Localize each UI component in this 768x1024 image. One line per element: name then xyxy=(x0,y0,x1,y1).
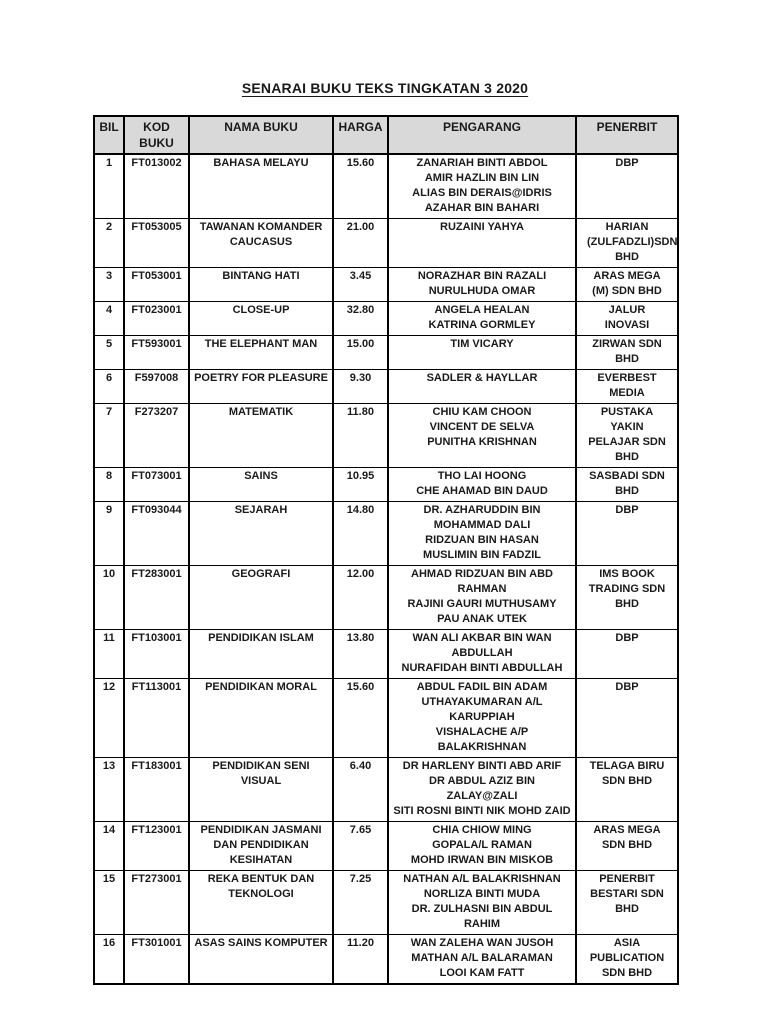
author-line: ABDUL FADIL BIN ADAM xyxy=(416,681,548,693)
bil-cell: 7 xyxy=(94,404,124,468)
author-line: ANGELA HEALAN xyxy=(434,304,530,316)
pengarang-cell xyxy=(388,679,576,758)
author-line: MATHAN A/L BALARAMAN xyxy=(411,952,553,964)
nama-buku-cell: REKA BENTUK DAN TEKNOLOGI xyxy=(189,871,333,935)
author-line: DR. ZULHASNI BIN ABDUL RAHIM xyxy=(411,903,553,930)
column-header-harga: HARGA xyxy=(333,116,388,154)
harga-cell: 15.00 xyxy=(333,336,388,370)
table-row xyxy=(94,370,678,404)
author-line: PUNITHA KRISHNAN xyxy=(427,436,537,448)
author-line: RAJINI GAURI MUTHUSAMY xyxy=(407,598,557,610)
table-row xyxy=(94,404,678,468)
author-line: CHE AHAMAD BIN DAUD xyxy=(416,485,548,497)
kod-buku-cell: FT053001 xyxy=(124,268,189,302)
kod-buku-cell: FT273001 xyxy=(124,871,189,935)
bil-cell: 6 xyxy=(94,370,124,404)
harga-cell: 7.25 xyxy=(333,871,388,935)
kod-buku-cell: FT183001 xyxy=(124,758,189,822)
nama-buku-cell: ASAS SAINS KOMPUTER xyxy=(189,935,333,985)
pengarang-cell xyxy=(388,404,576,468)
nama-buku-cell: CLOSE-UP xyxy=(189,302,333,336)
author-line: NORAZHAR BIN RAZALI xyxy=(417,270,547,282)
bil-cell: 11 xyxy=(94,630,124,679)
table-row xyxy=(94,935,678,985)
page-title: SENARAI BUKU TEKS TINGKATAN 3 2020 xyxy=(241,80,529,96)
author-line: SADLER & HAYLLAR xyxy=(426,372,538,384)
pengarang-cell xyxy=(388,302,576,336)
author-line: TIM VICARY xyxy=(450,338,514,350)
document-content xyxy=(93,0,677,985)
author-line: AHMAD RIDZUAN BIN ABD RAHMAN xyxy=(411,568,553,595)
harga-cell: 14.80 xyxy=(333,502,388,566)
table-row xyxy=(94,154,678,219)
author-line: SITI ROSNI BINTI NIK MOHD ZAID xyxy=(393,805,571,817)
bil-cell: 8 xyxy=(94,468,124,502)
pengarang-cell xyxy=(388,268,576,302)
author-line: UTHAYAKUMARAN A/L KARUPPIAH xyxy=(421,696,543,723)
author-line: WAN ALI AKBAR BIN WAN ABDULLAH xyxy=(412,632,552,659)
penerbit-cell: DBP xyxy=(576,502,678,566)
bil-cell: 13 xyxy=(94,758,124,822)
author-line: PAU ANAK UTEK xyxy=(437,613,527,625)
author-line: AMIR HAZLIN BIN LIN xyxy=(424,172,540,184)
author-line: VISHALACHE A/P BALAKRISHNAN xyxy=(435,726,529,753)
kod-buku-cell: FT123001 xyxy=(124,822,189,871)
penerbit-cell: JALUR INOVASI xyxy=(576,302,678,336)
table-row xyxy=(94,630,678,679)
nama-buku-cell: POETRY FOR PLEASURE xyxy=(189,370,333,404)
author-line: ZANARIAH BINTI ABDOL xyxy=(416,157,548,169)
author-line: NATHAN A/L BALAKRISHNAN xyxy=(403,873,561,885)
table-row xyxy=(94,468,678,502)
harga-cell: 13.80 xyxy=(333,630,388,679)
kod-buku-cell: FT283001 xyxy=(124,566,189,630)
table-row xyxy=(94,502,678,566)
nama-buku-cell: MATEMATIK xyxy=(189,404,333,468)
nama-buku-cell: SEJARAH xyxy=(189,502,333,566)
nama-buku-cell: SAINS xyxy=(189,468,333,502)
harga-cell: 15.60 xyxy=(333,679,388,758)
author-line: ALIAS BIN DERAIS@IDRIS xyxy=(412,187,552,199)
harga-cell: 32.80 xyxy=(333,302,388,336)
nama-buku-cell: PENDIDIKAN SENI VISUAL xyxy=(189,758,333,822)
table-row xyxy=(94,268,678,302)
bil-cell: 16 xyxy=(94,935,124,985)
penerbit-cell: DBP xyxy=(576,679,678,758)
penerbit-cell: IMS BOOK TRADING SDN BHD xyxy=(576,566,678,630)
pengarang-cell xyxy=(388,502,576,566)
table-row xyxy=(94,758,678,822)
nama-buku-cell: PENDIDIKAN JASMANI DAN PENDIDIKAN KESIHATAN xyxy=(189,822,333,871)
bil-cell: 1 xyxy=(94,154,124,219)
nama-buku-cell: PENDIDIKAN ISLAM xyxy=(189,630,333,679)
pengarang-cell xyxy=(388,370,576,404)
table-row xyxy=(94,219,678,268)
table-row xyxy=(94,679,678,758)
column-header-bil: BIL xyxy=(94,116,124,154)
column-header-nama-buku: NAMA BUKU xyxy=(189,116,333,154)
author-line: NORLIZA BINTI MUDA xyxy=(423,888,541,900)
penerbit-cell: HARIAN (ZULFADZLI)SDN BHD xyxy=(576,219,678,268)
nama-buku-cell: PENDIDIKAN MORAL xyxy=(189,679,333,758)
kod-buku-cell: FT593001 xyxy=(124,336,189,370)
penerbit-cell: DBP xyxy=(576,154,678,219)
pengarang-cell xyxy=(388,822,576,871)
penerbit-cell: ZIRWAN SDN BHD xyxy=(576,336,678,370)
table-row xyxy=(94,302,678,336)
column-header-pengarang: PENGARANG xyxy=(388,116,576,154)
kod-buku-cell: FT301001 xyxy=(124,935,189,985)
author-line: CHIU KAM CHOON xyxy=(432,406,532,418)
author-line: GOPALA/L RAMAN xyxy=(432,839,532,851)
author-line: KATRINA GORMLEY xyxy=(428,319,536,331)
author-line: NURULHUDA OMAR xyxy=(428,285,536,297)
harga-cell: 3.45 xyxy=(333,268,388,302)
bil-cell: 10 xyxy=(94,566,124,630)
author-line: AZAHAR BIN BAHARI xyxy=(424,202,540,214)
pengarang-cell xyxy=(388,566,576,630)
author-line: NURAFIDAH BINTI ABDULLAH xyxy=(401,662,563,674)
textbook-table xyxy=(93,115,679,985)
pengarang-cell xyxy=(388,154,576,219)
kod-buku-cell: FT013002 xyxy=(124,154,189,219)
penerbit-cell: PUSTAKA YAKIN PELAJAR SDN BHD xyxy=(576,404,678,468)
penerbit-cell: DBP xyxy=(576,630,678,679)
author-line: MOHD IRWAN BIN MISKOB xyxy=(410,854,554,866)
bil-cell: 14 xyxy=(94,822,124,871)
author-line: RIDZUAN BIN HASAN xyxy=(425,534,539,546)
author-line: DR ABDUL AZIZ BIN ZALAY@ZALI xyxy=(429,775,535,802)
pengarang-cell xyxy=(388,630,576,679)
table-row xyxy=(94,822,678,871)
harga-cell: 11.80 xyxy=(333,404,388,468)
penerbit-cell: SASBADI SDN BHD xyxy=(576,468,678,502)
kod-buku-cell: F273207 xyxy=(124,404,189,468)
harga-cell: 21.00 xyxy=(333,219,388,268)
nama-buku-cell: TAWANAN KOMANDER CAUCASUS xyxy=(189,219,333,268)
penerbit-cell: ARAS MEGA (M) SDN BHD xyxy=(576,268,678,302)
bil-cell: 12 xyxy=(94,679,124,758)
bil-cell: 3 xyxy=(94,268,124,302)
pengarang-cell xyxy=(388,935,576,985)
kod-buku-cell: FT093044 xyxy=(124,502,189,566)
table-row xyxy=(94,871,678,935)
kod-buku-cell: F597008 xyxy=(124,370,189,404)
table-row xyxy=(94,566,678,630)
pengarang-cell xyxy=(388,336,576,370)
penerbit-cell: PENERBIT BESTARI SDN BHD xyxy=(576,871,678,935)
harga-cell: 11.20 xyxy=(333,935,388,985)
penerbit-cell: ARAS MEGA SDN BHD xyxy=(576,822,678,871)
kod-buku-cell: FT113001 xyxy=(124,679,189,758)
harga-cell: 10.95 xyxy=(333,468,388,502)
penerbit-cell: EVERBEST MEDIA xyxy=(576,370,678,404)
pengarang-cell xyxy=(388,871,576,935)
bil-cell: 2 xyxy=(94,219,124,268)
harga-cell: 15.60 xyxy=(333,154,388,219)
bil-cell: 4 xyxy=(94,302,124,336)
column-header-penerbit: PENERBIT xyxy=(576,116,678,154)
author-line: WAN ZALEHA WAN JUSOH xyxy=(410,937,554,949)
pengarang-cell xyxy=(388,219,576,268)
author-line: DR HARLENY BINTI ABD ARIF xyxy=(402,760,562,772)
author-line: RUZAINI YAHYA xyxy=(440,221,524,233)
kod-buku-cell: FT053005 xyxy=(124,219,189,268)
table-row xyxy=(94,336,678,370)
harga-cell: 7.65 xyxy=(333,822,388,871)
author-line: CHIA CHIOW MING xyxy=(432,824,532,836)
kod-buku-cell: FT023001 xyxy=(124,302,189,336)
pengarang-cell xyxy=(388,468,576,502)
column-header-kod-buku: KOD BUKU xyxy=(124,116,189,154)
kod-buku-cell: FT073001 xyxy=(124,468,189,502)
nama-buku-cell: BAHASA MELAYU xyxy=(189,154,333,219)
author-line: MUSLIMIN BIN FADZIL xyxy=(423,549,541,561)
nama-buku-cell: BINTANG HATI xyxy=(189,268,333,302)
harga-cell: 9.30 xyxy=(333,370,388,404)
kod-buku-cell: FT103001 xyxy=(124,630,189,679)
penerbit-cell: ASIA PUBLICATION SDN BHD xyxy=(576,935,678,985)
pengarang-cell xyxy=(388,758,576,822)
nama-buku-cell: GEOGRAFI xyxy=(189,566,333,630)
author-line: THO LAI HOONG xyxy=(437,470,527,482)
author-line: VINCENT DE SELVA xyxy=(429,421,535,433)
author-line: LOOI KAM FATT xyxy=(439,967,525,979)
harga-cell: 6.40 xyxy=(333,758,388,822)
harga-cell: 12.00 xyxy=(333,566,388,630)
bil-cell: 9 xyxy=(94,502,124,566)
nama-buku-cell: THE ELEPHANT MAN xyxy=(189,336,333,370)
author-line: DR. AZHARUDDIN BIN MOHAMMAD DALI xyxy=(423,504,541,531)
table-body xyxy=(94,154,678,984)
bil-cell: 5 xyxy=(94,336,124,370)
table-header xyxy=(94,116,678,154)
bil-cell: 15 xyxy=(94,871,124,935)
penerbit-cell: TELAGA BIRU SDN BHD xyxy=(576,758,678,822)
header-row xyxy=(94,116,678,154)
